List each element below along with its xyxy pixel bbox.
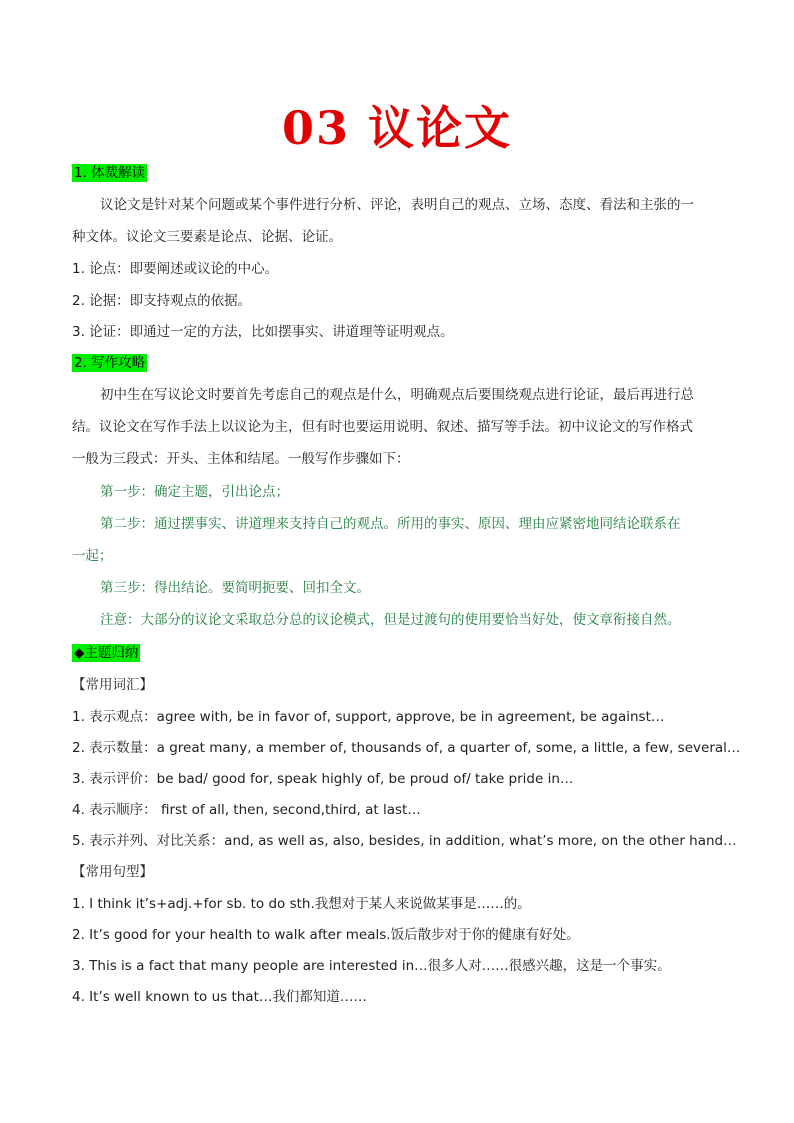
list-item: 3. 论证：即通过一定的方法，比如摆事实、讲道理等证明观点。 — [72, 324, 454, 340]
sentence-item: 4. It’s well known to us that…我们都知道…… — [72, 989, 367, 1005]
paragraph-line: 结。议论文在写作手法上以议论为主，但有时也要运用说明、叙述、描写等手法。初中议论文的写作格式 — [72, 419, 693, 435]
section-heading-themes: ◆主题归纳 — [74, 645, 139, 661]
vocab-item: 5. 表示并列、对比关系：and, as well as, also, besides, in addition, what’s more, on the other hand… — [72, 833, 737, 849]
page-title: 03 议论文 — [281, 101, 513, 155]
paragraph-line: 一般为三段式：开头、主体和结尾。一般写作步骤如下： — [72, 451, 410, 467]
vocab-item: 4. 表示顺序： first of all, then, second,third, at last… — [72, 802, 421, 818]
paragraph-line: 议论文是针对某个问题或某个事件进行分析、评论，表明自己的观点、立场、态度、看法和主张的一 — [100, 197, 694, 213]
section-heading-genre: 1. 体裁解读 — [74, 165, 146, 181]
sentence-item: 3. This is a fact that many people are interested in…很多人对……很感兴趣，这是一个事实。 — [72, 958, 671, 974]
list-item: 2. 论据：即支持观点的依据。 — [72, 293, 252, 309]
paragraph-line: 种文体。议论文三要素是论点、论据、论证。 — [72, 229, 342, 245]
sentence-item: 1. I think it’s+adj.+for sb. to do sth.我想对于某人来说做某事是……的。 — [72, 896, 531, 912]
step-item: 第一步：确定主题，引出论点； — [100, 484, 289, 500]
list-item: 1. 论点：即要阐述或议论的中心。 — [72, 261, 279, 277]
subheading-sentences: 【常用句型】 — [72, 864, 153, 880]
note-line: 注意：大部分的议论文采取总分总的议论模式，但是过渡句的使用要恰当好处，使文章衔接自然。 — [100, 612, 681, 628]
vocab-item: 2. 表示数量：a great many, a member of, thousands of, a quarter of, some, a little, a few, several… — [72, 740, 741, 756]
sentence-item: 2. It’s good for your health to walk after meals.饭后散步对于你的健康有好处。 — [72, 927, 580, 943]
section-heading-strategy: 2. 写作攻略 — [74, 355, 146, 371]
step-item: 第三步：得出结论。要简明扼要、回扣全文。 — [100, 580, 370, 596]
step-item: 第二步：通过摆事实、讲道理来支持自己的观点。所用的事实、原因、理由应紧密地同结论联系在 — [100, 516, 681, 532]
vocab-item: 1. 表示观点：agree with, be in favor of, support, approve, be in agreement, be against… — [72, 709, 665, 725]
subheading-vocab: 【常用词汇】 — [72, 677, 153, 693]
paragraph-line: 初中生在写议论文时要首先考虑自己的观点是什么，明确观点后要围绕观点进行论证，最后再进行总 — [100, 387, 694, 403]
step-item-continued: 一起； — [72, 548, 113, 564]
vocab-item: 3. 表示评价：be bad/ good for, speak highly of, be proud of/ take pride in… — [72, 771, 574, 787]
